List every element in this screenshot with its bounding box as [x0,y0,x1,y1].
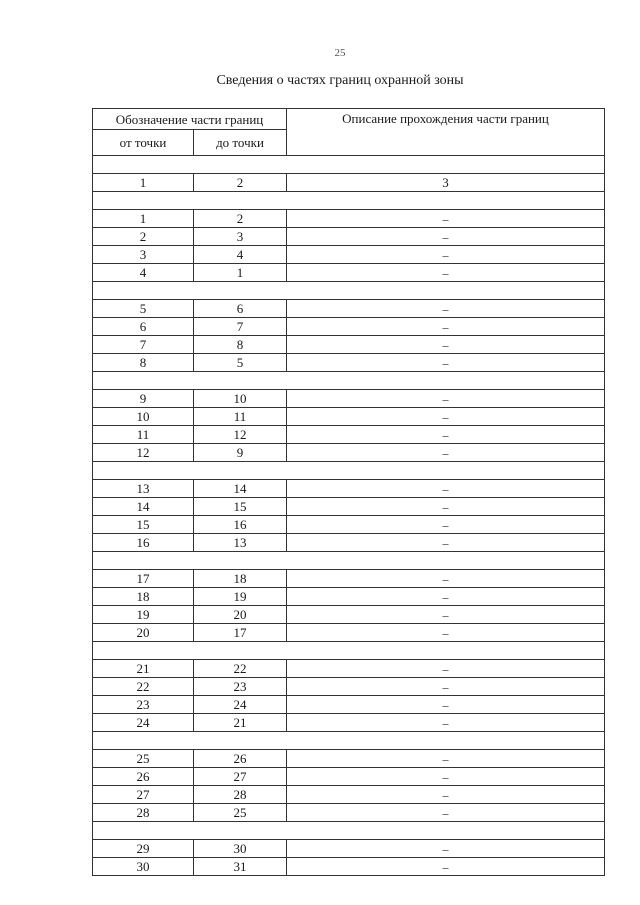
table-row [93,660,605,678]
header-description: Описание прохождения части границ [287,109,605,156]
to-point-cell: 22 [194,660,287,678]
column-number-row [93,174,605,192]
from-point-cell: 12 [93,444,194,462]
to-point-cell: 2 [194,210,287,228]
description-cell: – [287,786,605,804]
to-point-cell: 11 [194,408,287,426]
to-point-cell: 21 [194,714,287,732]
from-point-cell: 26 [93,768,194,786]
to-point-cell: 31 [194,858,287,876]
spacer-row [93,462,605,480]
description-cell: – [287,588,605,606]
table-row [93,786,605,804]
to-point-cell: 9 [194,444,287,462]
from-point-cell: 14 [93,498,194,516]
description-cell: – [287,264,605,282]
description-cell: – [287,354,605,372]
description-cell: – [287,606,605,624]
description-cell: – [287,480,605,498]
description-cell: – [287,696,605,714]
to-point-cell: 27 [194,768,287,786]
table-row [93,678,605,696]
spacer-row [93,156,605,174]
to-point-cell: 7 [194,318,287,336]
from-point-cell: 29 [93,840,194,858]
from-point-cell: 17 [93,570,194,588]
from-point-cell: 21 [93,660,194,678]
from-point-cell: 16 [93,534,194,552]
table-row [93,714,605,732]
from-point-cell: 3 [93,246,194,264]
table-row [93,318,605,336]
to-point-cell: 17 [194,624,287,642]
spacer-row [93,282,605,300]
to-point-cell: 1 [194,264,287,282]
table-row [93,426,605,444]
table-row [93,390,605,408]
from-point-cell: 28 [93,804,194,822]
description-cell: – [287,498,605,516]
from-point-cell: 1 [93,210,194,228]
from-point-cell: 4 [93,264,194,282]
description-cell: – [287,804,605,822]
spacer-row [93,192,605,210]
description-cell: – [287,444,605,462]
to-point-cell: 4 [194,246,287,264]
spacer-row [93,822,605,840]
to-point-cell: 28 [194,786,287,804]
table-row [93,588,605,606]
table-row [93,606,605,624]
from-point-cell: 30 [93,858,194,876]
to-point-cell: 3 [194,228,287,246]
table-row [93,444,605,462]
from-point-cell: 20 [93,624,194,642]
table-row [93,354,605,372]
description-cell: – [287,570,605,588]
table-body [93,192,605,876]
description-cell: – [287,624,605,642]
table-row [93,804,605,822]
from-point-cell: 10 [93,408,194,426]
column-number: 3 [287,174,605,192]
boundary-table [92,108,605,876]
table-row [93,210,605,228]
table-row [93,246,605,264]
description-cell: – [287,678,605,696]
spacer-row [93,372,605,390]
table-row [93,570,605,588]
to-point-cell: 19 [194,588,287,606]
description-cell: – [287,210,605,228]
from-point-cell: 5 [93,300,194,318]
from-point-cell: 27 [93,786,194,804]
description-cell: – [287,390,605,408]
from-point-cell: 24 [93,714,194,732]
header-group: Обозначение части границ [93,109,287,130]
table-row [93,300,605,318]
to-point-cell: 30 [194,840,287,858]
table-row [93,840,605,858]
description-cell: – [287,228,605,246]
description-cell: – [287,858,605,876]
to-point-cell: 14 [194,480,287,498]
table-row [93,264,605,282]
description-cell: – [287,426,605,444]
to-point-cell: 15 [194,498,287,516]
from-point-cell: 7 [93,336,194,354]
table-row [93,516,605,534]
header-from: от точки [93,130,194,156]
spacer-row [93,732,605,750]
from-point-cell: 9 [93,390,194,408]
description-cell: – [287,714,605,732]
spacer-row [93,642,605,660]
from-point-cell: 22 [93,678,194,696]
description-cell: – [287,534,605,552]
from-point-cell: 11 [93,426,194,444]
spacer-row [93,552,605,570]
to-point-cell: 24 [194,696,287,714]
table-row [93,534,605,552]
table-row [93,858,605,876]
from-point-cell: 13 [93,480,194,498]
to-point-cell: 13 [194,534,287,552]
header-to: до точки [194,130,287,156]
description-cell: – [287,768,605,786]
to-point-cell: 18 [194,570,287,588]
table-row [93,228,605,246]
description-cell: – [287,318,605,336]
table-row [93,498,605,516]
description-cell: – [287,516,605,534]
table-row [93,336,605,354]
description-cell: – [287,246,605,264]
from-point-cell: 19 [93,606,194,624]
from-point-cell: 18 [93,588,194,606]
to-point-cell: 10 [194,390,287,408]
table-row [93,480,605,498]
description-cell: – [287,750,605,768]
to-point-cell: 6 [194,300,287,318]
table-row [93,696,605,714]
from-point-cell: 8 [93,354,194,372]
to-point-cell: 12 [194,426,287,444]
description-cell: – [287,336,605,354]
from-point-cell: 6 [93,318,194,336]
description-cell: – [287,840,605,858]
table-row [93,768,605,786]
to-point-cell: 16 [194,516,287,534]
from-point-cell: 15 [93,516,194,534]
page-number: 25 [334,47,346,59]
table-row [93,408,605,426]
column-number: 1 [93,174,194,192]
to-point-cell: 23 [194,678,287,696]
description-cell: – [287,300,605,318]
description-cell: – [287,408,605,426]
table-row [93,750,605,768]
to-point-cell: 25 [194,804,287,822]
to-point-cell: 20 [194,606,287,624]
from-point-cell: 25 [93,750,194,768]
page-title: Сведения о частях границ охранной зоны [216,73,464,88]
column-number: 2 [194,174,287,192]
to-point-cell: 5 [194,354,287,372]
from-point-cell: 23 [93,696,194,714]
to-point-cell: 26 [194,750,287,768]
from-point-cell: 2 [93,228,194,246]
table-row [93,624,605,642]
to-point-cell: 8 [194,336,287,354]
description-cell: – [287,660,605,678]
